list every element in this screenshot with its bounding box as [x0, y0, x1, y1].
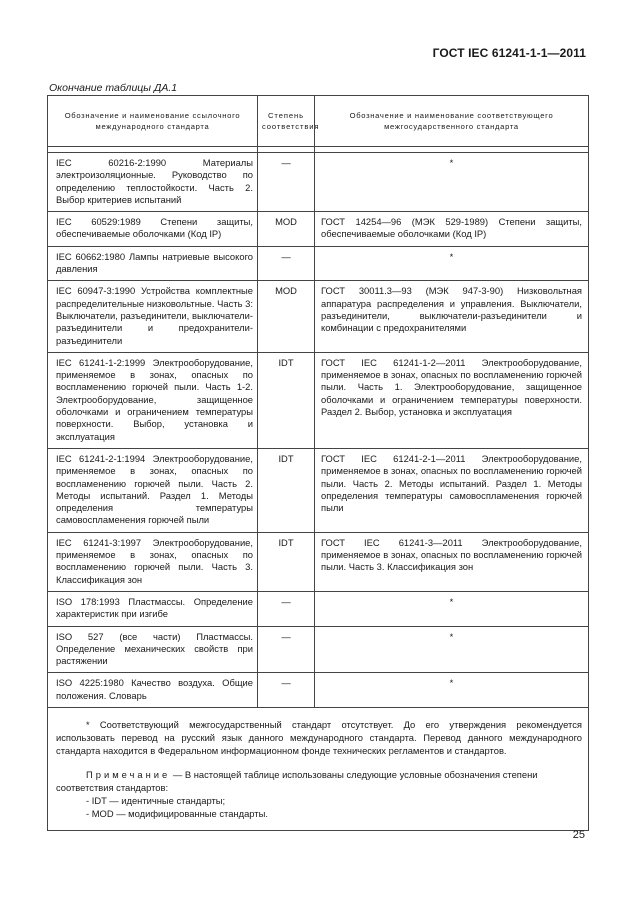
degree-cell: IDT — [258, 532, 315, 591]
table-row — [48, 153, 589, 212]
table-row — [48, 532, 589, 591]
international-standard-cell: IEC 60529:1989 Степени защиты, обеспечиваемые оболочками (Код IP) — [48, 212, 258, 247]
note-heading: Примечание — [86, 768, 171, 780]
table-row — [48, 246, 589, 281]
table-header-row — [48, 96, 589, 147]
degree-cell: IDT — [258, 352, 315, 448]
international-standard-cell: IEC 60947-3:1990 Устройства комплектные распределительные низковольтные. Часть 3: Выключатели, разъединители, выключатели-разъединители и предохранители-разъединители — [48, 281, 258, 352]
international-standard-cell: IEC 60216-2:1990 Материалы электроизоляционные. Руководство по определению теплостойкости. Часть 2. Выбор критериев испытаний — [48, 153, 258, 212]
note-item-mod: - MOD — модифицированные стандарты. — [86, 808, 268, 820]
table-row — [48, 591, 589, 626]
interstate-standard-cell: * — [315, 591, 589, 626]
interstate-standard-cell: * — [315, 246, 589, 281]
international-standard-cell: ISO 4225:1980 Качество воздуха. Общие положения. Словарь — [48, 673, 258, 708]
degree-cell: — — [258, 626, 315, 673]
degree-cell: — — [258, 673, 315, 708]
header-degree-of-correspondence: Степень соответствия — [258, 96, 315, 147]
table-row — [48, 448, 589, 532]
note-paragraph — [56, 768, 582, 794]
degree-cell: — — [258, 591, 315, 626]
table-row — [48, 626, 589, 673]
degree-cell: MOD — [258, 281, 315, 352]
degree-cell: MOD — [258, 212, 315, 247]
interstate-standard-cell: ГОСТ 14254—96 (МЭК 529-1989) Степени защиты, обеспечиваемые оболочками (Код IP) — [315, 212, 589, 247]
page-number: 25 — [572, 829, 585, 841]
table-row — [48, 673, 589, 708]
interstate-standard-cell: * — [315, 673, 589, 708]
interstate-standard-cell: ГОСТ IEC 61241-3—2011 Электрооборудование, применяемое в зонах, опасных по воспламенению горючей пыли. Часть 3. Классификация зон — [315, 532, 589, 591]
interstate-standard-cell: ГОСТ IEC 61241-2-1—2011 Электрооборудование, применяемое в зонах, опасных по воспламенению горючей пыли. Часть 2. Методы испытаний. Раздел 1. Методы определения температуры самовоспламенения горючей пыли — [315, 448, 589, 532]
degree-cell: — — [258, 246, 315, 281]
document-code: ГОСТ IEC 61241-1-1—2011 — [432, 46, 586, 60]
header-interstate-standard: Обозначение и наименование соответствующего межгосударственного стандарта — [315, 96, 589, 147]
table-row — [48, 212, 589, 247]
note-item-idt: - IDT — идентичные стандарты; — [86, 795, 226, 806]
degree-cell: IDT — [258, 448, 315, 532]
header-international-standard: Обозначение и наименование ссылочного международного стандарта — [48, 96, 258, 147]
international-standard-cell: IEC 61241-2-1:1994 Электрооборудование, применяемое в зонах, опасных по воспламенению горючей пыли. Часть 2. Методы испытаний. Раздел 1. Методы определения температуры самовоспламенения горючей пыли — [48, 448, 258, 532]
international-standard-cell: IEC 61241-1-2:1999 Электрооборудование, применяемое в зонах, опасных по воспламенению горючей пыли. Часть 1-2. Электрооборудование, защищенное оболочками и ограничением температуры поверхности. Выбор, установка и эксплуатация — [48, 352, 258, 448]
interstate-standard-cell: ГОСТ IEC 61241-1-2—2011 Электрооборудование, применяемое в зонах, опасных по воспламенению горючей пыли. Часть 1. Электрооборудование, защищенное оболочками и ограничением температуры поверхности. Раздел 2. Выбор, установка и эксплуатация — [315, 352, 589, 448]
degree-cell: — — [258, 153, 315, 212]
table-footer-row — [48, 707, 589, 830]
standards-table — [47, 95, 589, 831]
interstate-standard-cell: ГОСТ 30011.3—93 (МЭК 947-3-90) Низковольтная аппаратура распределения и управления. Выключатели, разъединители, выключатели-разъединители и комбинации с предохранителями — [315, 281, 589, 352]
international-standard-cell: IEC 61241-3:1997 Электрооборудование, применяемое в зонах, опасных по воспламенению горючей пыли. Часть 3. Классификация зон — [48, 532, 258, 591]
footnote-text: * Соответствующий межгосударственный стандарт отсутствует. До его утверждения рекомендуется использовать перевод на русский язык данного международного стандарта. Перевод данного международного стандарта находится в Федеральном информационном фонде технических регламентов и стандартов. — [56, 718, 582, 757]
note-text: — В настоящей таблице использованы следующие условные обозначения степени соответствия стандартов: — [56, 768, 538, 793]
table-footnote-cell — [48, 707, 589, 830]
international-standard-cell: ISO 178:1993 Пластмассы. Определение характеристик при изгибе — [48, 591, 258, 626]
international-standard-cell: IEC 60662:1980 Лампы натриевые высокого давления — [48, 246, 258, 281]
international-standard-cell: ISO 527 (все части) Пластмассы. Определение механических свойств при растяжении — [48, 626, 258, 673]
interstate-standard-cell: * — [315, 153, 589, 212]
table-caption: Окончание таблицы ДА.1 — [49, 82, 178, 94]
table-row — [48, 281, 589, 352]
interstate-standard-cell: * — [315, 626, 589, 673]
table-row — [48, 352, 589, 448]
